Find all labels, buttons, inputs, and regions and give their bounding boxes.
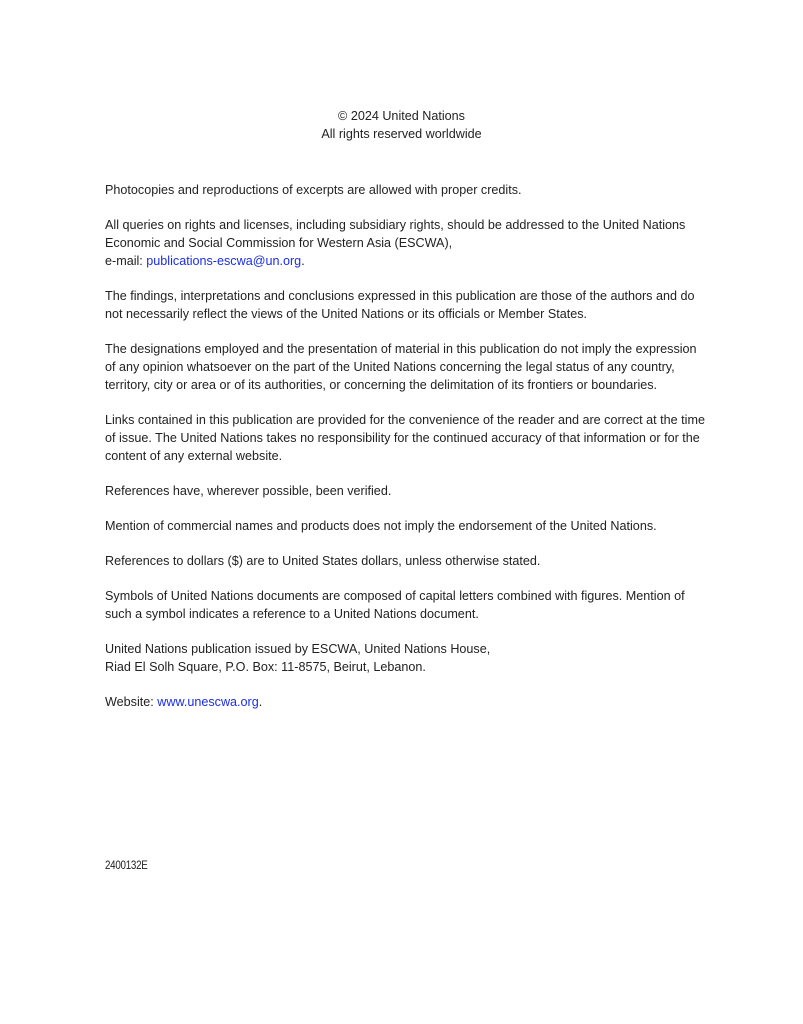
queries-text: All queries on rights and licenses, including subsidiary rights, should be addressed to the United Nations Economic and Social Commission for Western Asia (ESCWA), — [105, 218, 686, 250]
designations-paragraph: The designations employed and the presentation of material in this publication do not imply the expression of any opinion whatsoever on the part of the United Nations concerning the legal status of any country, territory, city or area or of its authorities, or concerning the delimitation of its frontiers or boundaries. — [105, 342, 697, 392]
email-label: e-mail: — [105, 254, 147, 268]
website-label: Website: — [105, 695, 158, 709]
website-suffix: . — [258, 695, 263, 709]
rights-reserved-line: All rights reserved worldwide — [321, 127, 482, 141]
dollars-paragraph: References to dollars ($) are to United States dollars, unless otherwise stated. — [105, 554, 541, 568]
photocopies-paragraph: Photocopies and reproductions of excerpts are allowed with proper credits. — [105, 183, 522, 197]
mention-paragraph: Mention of commercial names and products does not imply the endorsement of the United Nations. — [105, 519, 657, 533]
publication-line-1: United Nations publication issued by ESCWA, United Nations House, — [105, 642, 491, 656]
queries-paragraph — [105, 216, 705, 270]
copyright-block — [0, 107, 803, 143]
links-paragraph: Links contained in this publication are provided for the convenience of the reader and are correct at the time of issue. The United Nations takes no responsibility for the continued accuracy of that information or for the content of any external website. — [105, 413, 705, 463]
copyright-line: © 2024 United Nations — [338, 109, 465, 123]
findings-paragraph: The findings, interpretations and conclusions expressed in this publication are those of the authors and do not necessarily reflect the views of the United Nations or its officials or Member States. — [105, 289, 695, 321]
document-code: 2400132E — [105, 860, 148, 872]
website-paragraph — [105, 693, 705, 711]
email-link[interactable]: publications-escwa@un.org — [146, 254, 302, 268]
website-link[interactable]: www.unescwa.org — [157, 695, 259, 709]
legal-notice-body — [105, 181, 705, 728]
references-paragraph: References have, wherever possible, been verified. — [105, 484, 392, 498]
publication-line-2: Riad El Solh Square, P.O. Box: 11-8575, Beirut, Lebanon. — [105, 660, 426, 674]
email-suffix: . — [301, 254, 305, 268]
symbols-paragraph: Symbols of United Nations documents are composed of capital letters combined with figures. Mention of such a symbol indicates a reference to a United Nations document. — [105, 589, 685, 621]
publication-paragraph — [105, 640, 705, 676]
